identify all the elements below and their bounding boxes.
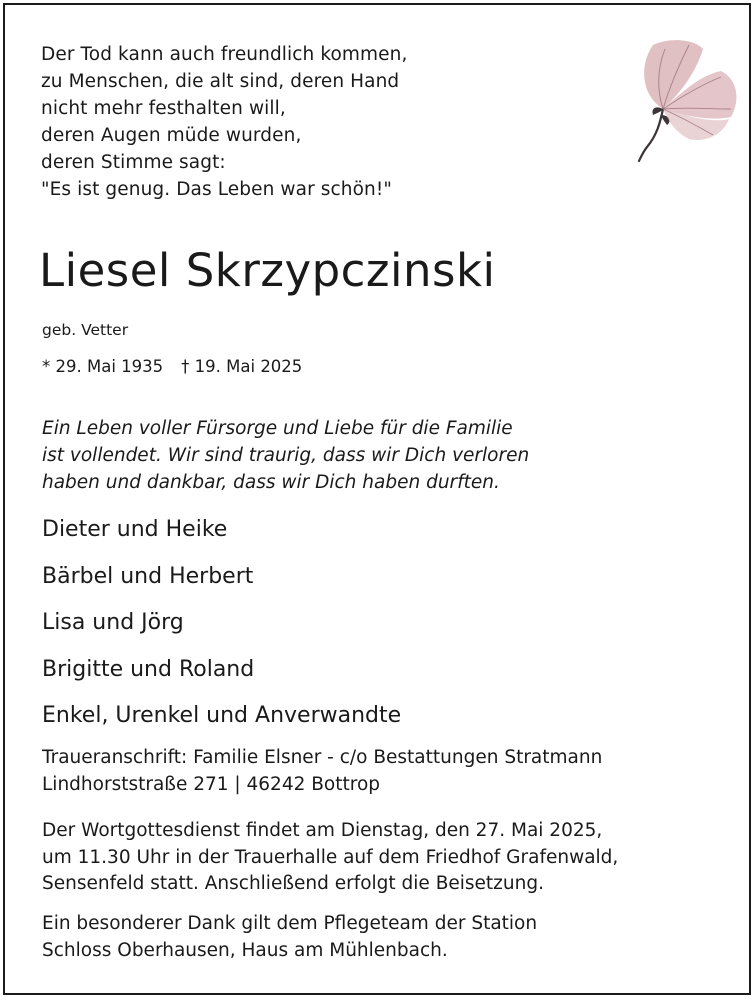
address-line: Traueranschrift: Familie Elsner - c/o Bestattungen Stratmann bbox=[42, 747, 603, 768]
mourner-entry: Enkel, Urenkel und Anverwandte bbox=[42, 703, 402, 728]
born-name: geb. Vetter bbox=[42, 321, 129, 339]
poem-line: "Es ist genug. Das Leben war schön!" bbox=[41, 179, 392, 200]
poem-line: Der Tod kann auch freundlich kommen, bbox=[41, 44, 408, 65]
service-info bbox=[42, 818, 618, 898]
thanks-line: Schloss Oberhausen, Haus am Mühlenbach. bbox=[42, 939, 448, 961]
poem bbox=[41, 41, 561, 203]
mourner-entry: Brigitte und Roland bbox=[42, 656, 255, 682]
mourning-address bbox=[42, 745, 602, 798]
tribute-text bbox=[42, 415, 529, 496]
tribute-line: Ein Leben voller Fürsorge und Liebe für die Familie bbox=[42, 418, 513, 439]
mourner-entry: Lisa und Jörg bbox=[42, 610, 184, 635]
mourners-list bbox=[42, 513, 401, 746]
thanks-note bbox=[42, 911, 537, 964]
death-date: † 19. Mai 2025 bbox=[181, 357, 303, 376]
life-dates bbox=[42, 355, 302, 379]
deceased-name: Liesel Skrzypczinski bbox=[39, 244, 496, 297]
tribute-line: ist vollendet. Wir sind traurig, dass wir Dich verloren bbox=[42, 445, 530, 466]
service-line: Der Wortgottesdienst findet am Dienstag, den 27. Mai 2025, bbox=[42, 820, 603, 841]
thanks-line: Ein besonderer Dank gilt dem Pflegeteam der Station bbox=[42, 913, 538, 934]
poem-line: zu Menschen, die alt sind, deren Hand bbox=[41, 71, 400, 92]
poem-line: deren Stimme sagt: bbox=[41, 152, 226, 173]
poem-line: nicht mehr festhalten will, bbox=[41, 98, 286, 119]
poem-line: deren Augen müde wurden, bbox=[41, 125, 302, 146]
service-line: Sensenfeld statt. Anschließend erfolgt die Beisetzung. bbox=[42, 873, 544, 894]
poppy-flower-icon bbox=[617, 35, 745, 167]
obituary-frame bbox=[3, 3, 751, 995]
birth-date: * 29. Mai 1935 bbox=[42, 357, 164, 376]
mourner-entry: Bärbel und Herbert bbox=[42, 563, 254, 589]
tribute-line: haben und dankbar, dass wir Dich haben durften. bbox=[42, 472, 500, 493]
service-line: um 11.30 Uhr in der Trauerhalle auf dem Friedhof Grafenwald, bbox=[42, 846, 619, 868]
address-line: Lindhorststraße 271 | 46242 Bottrop bbox=[42, 773, 381, 795]
mourner-entry: Dieter und Heike bbox=[42, 517, 228, 542]
